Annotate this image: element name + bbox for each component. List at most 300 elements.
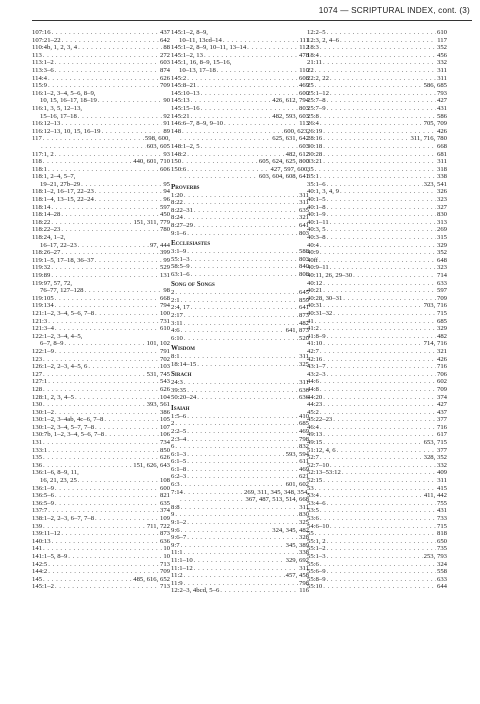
- index-entry: [171, 312, 309, 320]
- dot-leader: [104, 416, 159, 424]
- scripture-reference: 107:16: [32, 29, 51, 36]
- scripture-reference: 12:3, 2, 4–6: [307, 36, 339, 44]
- scripture-reference: 40ff: [307, 256, 319, 264]
- scripture-reference: 19–21, 27b–29: [40, 180, 81, 188]
- dot-leader: [327, 226, 436, 234]
- dot-leader: [180, 496, 244, 504]
- dot-leader: [320, 409, 436, 417]
- dot-leader: [323, 151, 436, 159]
- hymn-numbers: 588: [298, 248, 309, 256]
- scripture-reference: 136:5–6: [32, 492, 54, 500]
- scripture-reference: 9:6: [171, 526, 180, 534]
- scripture-reference: 40:1, 3, 4, 9: [307, 188, 339, 196]
- hymn-numbers: 603: [298, 142, 309, 150]
- scripture-reference: 35: [307, 165, 314, 173]
- dot-leader: [319, 257, 436, 265]
- scripture-reference: 145:13: [171, 97, 190, 105]
- section-heading: Proverbs: [171, 182, 200, 191]
- dot-leader: [78, 44, 162, 52]
- dot-leader: [43, 439, 159, 447]
- scripture-reference: 139: [32, 522, 43, 530]
- dot-leader: [55, 151, 163, 159]
- hymn-numbers: 409: [436, 469, 447, 477]
- scripture-reference: 138:1–2, 2–3, 6–7, 7–8: [32, 515, 95, 522]
- hymn-numbers: 597: [159, 203, 170, 211]
- hymn-numbers: 311: [437, 74, 447, 82]
- index-entry: [32, 173, 170, 181]
- dot-leader: [315, 318, 436, 326]
- index-entry: [32, 264, 170, 272]
- dot-leader: [323, 394, 436, 402]
- dot-leader: [187, 473, 298, 481]
- hymn-numbers: 151, 626, 643: [133, 461, 170, 469]
- dot-leader: [315, 485, 436, 493]
- dot-leader: [217, 67, 298, 75]
- scripture-reference: 41: [307, 317, 314, 325]
- dot-leader: [181, 481, 285, 489]
- hymn-numbers: 602: [436, 378, 447, 386]
- scripture-reference: 40:1–9: [307, 211, 326, 219]
- index-entry: [171, 327, 309, 335]
- dot-leader: [88, 363, 159, 371]
- dot-leader: [95, 310, 159, 318]
- scripture-reference: 55:6: [307, 560, 319, 568]
- hymn-numbers: 600: [298, 89, 309, 97]
- index-entry: [171, 335, 309, 343]
- scripture-reference: 122:1–9: [32, 347, 54, 355]
- hymn-numbers: 645: [298, 289, 309, 297]
- index-entry: [307, 409, 447, 417]
- dot-leader: [61, 249, 159, 257]
- index-entry: [171, 565, 309, 573]
- scripture-reference: 142:5: [32, 560, 48, 568]
- scripture-reference: 139:11–12: [32, 530, 61, 538]
- hymn-numbers: 88: [163, 44, 170, 52]
- scripture-reference: 121:3: [32, 317, 48, 325]
- scripture-reference: 55:8–9: [307, 575, 326, 583]
- hymn-numbers: 415: [436, 484, 447, 492]
- scripture-reference: 2:17: [171, 311, 183, 319]
- dot-leader: [180, 135, 271, 143]
- scripture-reference: 7:14: [171, 488, 183, 496]
- hymn-numbers: 427, 597, 600,: [270, 165, 309, 173]
- scripture-reference: 2: [171, 420, 175, 428]
- dot-leader: [323, 59, 436, 67]
- hymn-numbers: 386: [159, 408, 170, 416]
- dot-leader: [48, 507, 159, 515]
- dot-leader: [191, 97, 272, 105]
- scripture-reference: 118:26–27: [32, 249, 61, 257]
- index-entry: [171, 580, 309, 588]
- dot-leader: [55, 409, 159, 417]
- dot-leader: [48, 318, 159, 326]
- hymn-numbers: 705, 709: [423, 120, 447, 128]
- hymn-numbers: 97, 444: [149, 241, 170, 249]
- dot-leader: [353, 272, 436, 280]
- dot-leader: [48, 378, 159, 386]
- dot-leader: [184, 549, 298, 557]
- hymn-numbers: 709: [436, 385, 447, 393]
- index-entry: [171, 192, 309, 200]
- index-entry: [32, 325, 170, 333]
- dot-leader: [323, 477, 436, 485]
- index-entry: [32, 363, 170, 371]
- hymn-numbers: 411, 442: [423, 492, 447, 500]
- hymn-numbers: 626: [159, 74, 170, 82]
- dot-leader: [320, 348, 436, 356]
- index-entry: [307, 553, 447, 561]
- index-entry: [171, 263, 309, 271]
- scripture-reference: 118:14: [32, 203, 51, 211]
- hymn-numbers: 323, 541: [423, 180, 447, 188]
- index-entry: [171, 75, 309, 83]
- scripture-reference: 144:2: [32, 568, 48, 576]
- index-entry: [171, 248, 309, 256]
- hymn-numbers: 603, 605: [146, 142, 170, 150]
- dot-leader: [55, 492, 159, 500]
- scripture-reference: 145:15–16: [171, 104, 200, 112]
- hymn-numbers: 706: [436, 370, 447, 378]
- hymn-numbers: 374: [159, 507, 170, 515]
- scripture-reference: 145:1–2, 8–9,: [171, 29, 208, 36]
- dot-leader: [327, 500, 436, 508]
- scripture-reference: 8:22: [171, 199, 183, 207]
- hymn-numbers: 635: [159, 499, 170, 507]
- hymn-numbers: 531, 745: [146, 370, 170, 378]
- hymn-numbers: 324, 345, 482: [272, 526, 309, 534]
- index-entry: [32, 469, 170, 477]
- index-entry: [307, 500, 447, 508]
- index-entry-continuation: [32, 97, 170, 105]
- dot-leader: [247, 44, 298, 52]
- scripture-reference: 6–7, 8–9: [40, 340, 64, 348]
- scripture-reference: 9: [171, 511, 175, 519]
- hymn-numbers: 830: [436, 211, 447, 219]
- scripture-reference: 121:3–4: [32, 325, 54, 333]
- scripture-reference: 33:21: [307, 158, 323, 166]
- hymn-numbers: 794: [159, 302, 170, 310]
- dot-leader: [61, 226, 159, 234]
- hymn-numbers: 482: [298, 319, 309, 327]
- scripture-reference: 40:31–32: [307, 309, 333, 317]
- dot-leader: [187, 466, 298, 474]
- dot-leader: [52, 538, 159, 546]
- dot-leader: [327, 363, 436, 371]
- hymn-numbers: 98: [163, 287, 170, 295]
- hymn-numbers: 113: [299, 120, 309, 128]
- scripture-reference: 145:1–2: [32, 583, 54, 591]
- dot-leader: [187, 230, 298, 238]
- hymn-numbers: 131: [159, 272, 170, 279]
- dot-leader: [342, 469, 436, 477]
- dot-leader: [184, 580, 298, 588]
- dot-leader: [340, 188, 436, 196]
- scripture-reference: 26:4: [307, 120, 319, 128]
- dot-leader: [327, 538, 436, 546]
- index-entry-continuation: [32, 287, 170, 295]
- scripture-reference: 118:22–23: [32, 226, 61, 234]
- index-entry: [171, 158, 309, 166]
- scripture-reference: 8:22–31: [171, 206, 193, 214]
- index-entry: [307, 302, 447, 310]
- dot-leader: [184, 192, 298, 200]
- hymn-numbers: 603, 604, 608, 641: [258, 173, 309, 181]
- dot-leader: [51, 272, 159, 280]
- index-entry: [32, 151, 170, 159]
- hymn-numbers: 107: [159, 423, 170, 431]
- dot-leader: [55, 485, 159, 493]
- hymn-numbers: 818: [436, 530, 447, 538]
- dot-leader: [51, 264, 159, 272]
- hymn-numbers: 117: [437, 36, 447, 44]
- scripture-reference: 63:1–6: [171, 270, 190, 278]
- dot-leader: [61, 530, 159, 538]
- hymn-numbers: 377: [436, 416, 447, 424]
- index-entry: [171, 466, 309, 474]
- hymn-numbers: 315: [436, 234, 447, 242]
- scripture-reference: 148:1–2, 5: [171, 142, 200, 150]
- dot-leader: [55, 302, 159, 310]
- hymn-numbers: 311: [299, 503, 309, 511]
- hymn-numbers: 450: [159, 211, 170, 219]
- dot-leader: [320, 120, 423, 128]
- hymn-numbers: 803: [298, 104, 309, 112]
- index-entry: [307, 143, 447, 151]
- hymn-numbers: 715: [436, 309, 447, 317]
- index-entry: [307, 272, 447, 280]
- dot-leader: [78, 113, 163, 121]
- hymn-numbers: 798: [298, 579, 309, 587]
- scripture-reference: 3:1–9: [171, 248, 187, 256]
- index-entry: [171, 120, 309, 128]
- index-entry: [32, 318, 170, 326]
- index-entry: [307, 188, 447, 196]
- index-entry: [32, 204, 170, 212]
- index-entry: [32, 280, 170, 288]
- dot-leader: [327, 97, 436, 105]
- hymn-numbers: 329: [436, 241, 447, 249]
- index-entry: [171, 230, 309, 238]
- dot-leader: [315, 166, 436, 174]
- hymn-numbers: 321: [436, 347, 447, 355]
- hymn-numbers: 713: [159, 583, 170, 591]
- index-entry: [171, 29, 309, 37]
- index-entry: [32, 188, 170, 196]
- index-entry: [171, 214, 309, 222]
- index-entry: [32, 409, 170, 417]
- scripture-reference: 130:7b, 1–2, 3–4, 5–6, 7–8: [32, 431, 105, 439]
- scripture-reference: 40:1–8: [307, 203, 326, 211]
- hymn-numbers: 821: [159, 492, 170, 500]
- scripture-reference: 118:14–28: [32, 211, 61, 219]
- index-entry-continuation: [171, 67, 309, 75]
- index-entry: [171, 166, 309, 174]
- hymn-numbers: 653, 715: [423, 439, 447, 447]
- hymn-numbers: 593, 594: [285, 450, 309, 458]
- index-entry: [32, 416, 170, 424]
- hymn-numbers: 311: [299, 379, 309, 387]
- index-entry: [307, 219, 447, 227]
- dot-leader: [181, 327, 285, 335]
- dot-leader: [68, 553, 162, 561]
- hymn-numbers: 104: [159, 393, 170, 401]
- scripture-reference: 25: [307, 82, 314, 90]
- hymn-numbers: 326: [436, 188, 447, 196]
- index-entry: [307, 318, 447, 326]
- scripture-reference: 41:2: [307, 325, 319, 333]
- dot-leader: [320, 424, 436, 432]
- dot-leader: [197, 361, 298, 369]
- scripture-reference: 119:134: [32, 302, 54, 310]
- hymn-numbers: 685: [298, 420, 309, 428]
- index-entry: [32, 219, 170, 227]
- index-entry: [32, 90, 170, 98]
- dot-leader: [43, 454, 159, 462]
- hymn-numbers: 543: [159, 378, 170, 386]
- hymn-numbers: 112: [299, 44, 309, 52]
- scripture-reference: 10–11, 13cd–14: [179, 36, 222, 44]
- hymn-numbers: 111: [299, 36, 309, 44]
- hymn-numbers: 798: [298, 435, 309, 443]
- hymn-numbers: 716: [436, 423, 447, 431]
- index-entry: [32, 447, 170, 455]
- scripture-reference: 128:1, 2, 3, 4–5: [32, 393, 74, 401]
- hymn-numbers: 606: [159, 165, 170, 173]
- scripture-reference: 42:7: [307, 347, 319, 355]
- scripture-reference: 42:16: [307, 355, 323, 363]
- index-entry: [171, 128, 309, 136]
- index-entry: [307, 485, 447, 493]
- dot-leader: [327, 196, 436, 204]
- dot-leader: [323, 143, 436, 151]
- index-entry: [171, 504, 309, 512]
- hymn-numbers: 709: [159, 82, 170, 90]
- scripture-reference: 145:21: [171, 112, 190, 120]
- scripture-reference: 26:19: [307, 127, 323, 135]
- hymn-numbers: 832: [298, 443, 309, 451]
- scripture-reference: 8:1: [171, 353, 180, 361]
- dot-leader: [184, 379, 298, 387]
- dot-leader: [191, 263, 298, 271]
- dot-leader: [41, 143, 146, 151]
- index-entry: [171, 413, 309, 421]
- running-head: 1074 — SCRIPTURAL INDEX, cont. (3): [318, 6, 470, 15]
- scripture-reference: 16, 21, 23, 25: [40, 477, 77, 485]
- dot-leader: [323, 280, 436, 288]
- index-entry: [32, 211, 170, 219]
- hymn-numbers: 323: [436, 196, 447, 204]
- dot-leader: [315, 82, 423, 90]
- scripture-reference: 40:9–11: [307, 264, 329, 272]
- index-entry: [171, 44, 309, 52]
- dot-leader: [43, 401, 146, 409]
- scripture-reference: 145:2: [171, 74, 187, 82]
- index-entry: [307, 59, 447, 67]
- hymn-numbers: 253, 793: [423, 552, 447, 560]
- dot-leader: [191, 256, 298, 264]
- scripture-reference: 11:1–10: [171, 557, 193, 564]
- dot-leader: [175, 511, 298, 519]
- index-entry: [171, 113, 309, 121]
- hymn-numbers: 367, 487, 513, 514, 668: [245, 496, 309, 504]
- dot-leader: [95, 257, 163, 265]
- dot-leader: [187, 458, 298, 466]
- index-entry: [307, 469, 447, 477]
- hymn-numbers: 626: [159, 385, 170, 393]
- scripture-reference: 148:2: [171, 150, 187, 158]
- index-entry: [171, 289, 309, 297]
- index-entry: [307, 52, 447, 60]
- index-entry: [307, 242, 447, 250]
- index-entry: [307, 120, 447, 128]
- scripture-reference: 118:1: [32, 165, 47, 173]
- hymn-numbers: 603: [159, 59, 170, 67]
- hymn-numbers: 311: [437, 477, 447, 485]
- index-entry: [171, 97, 309, 105]
- index-entry: [32, 431, 170, 439]
- scripture-reference: 118:24, 1–2,: [32, 234, 66, 242]
- scripture-reference: 10, 15, 16–17, 18–19: [40, 97, 97, 105]
- dot-leader: [320, 515, 436, 523]
- header-rule: [32, 20, 472, 21]
- dot-leader: [323, 287, 436, 295]
- hymn-numbers: 641: [298, 222, 309, 230]
- hymn-numbers: 431: [436, 507, 447, 515]
- scripture-reference: 116:1, 3, 5, 12–13,: [32, 104, 83, 112]
- dot-leader: [323, 356, 436, 364]
- hymn-numbers: 586: [436, 112, 447, 120]
- dot-leader: [330, 75, 436, 83]
- hymn-numbers: 90: [163, 97, 170, 105]
- scripture-reference: 113:3–6: [32, 66, 54, 74]
- hymn-numbers: 617: [436, 431, 447, 439]
- index-entry: [171, 379, 309, 387]
- index-entry-continuation: [32, 143, 170, 151]
- scripture-reference: 40:4: [307, 241, 319, 249]
- dot-leader: [187, 428, 298, 436]
- scripture-reference: 40:12: [307, 279, 323, 287]
- index-entry: [307, 333, 447, 341]
- dot-leader: [323, 340, 422, 348]
- index-entry: [307, 583, 447, 591]
- scripture-reference: 16–17, 22–23: [40, 241, 77, 249]
- scripture-reference: 8:27–29: [171, 222, 193, 230]
- scripture-reference: 52:7: [307, 454, 319, 462]
- scripture-reference: 40:1–5: [307, 196, 326, 204]
- index-entry: [307, 325, 447, 333]
- dot-leader: [191, 271, 298, 279]
- hymn-numbers: 731: [159, 317, 170, 325]
- index-entry: [32, 439, 170, 447]
- dot-leader: [320, 173, 436, 181]
- index-entry: [171, 481, 309, 489]
- index-entry: [171, 256, 309, 264]
- index-entry: [307, 477, 447, 485]
- dot-leader: [78, 242, 149, 250]
- scripture-reference: 136: [32, 461, 43, 469]
- index-entry: [307, 37, 447, 45]
- hymn-numbers: 311: [299, 564, 309, 572]
- hymn-numbers: 91: [163, 120, 170, 128]
- hymn-numbers: 714, 716: [423, 340, 447, 348]
- dot-leader: [48, 82, 159, 90]
- scripture-reference: 1:20: [171, 191, 183, 199]
- hymn-numbers: 626: [159, 454, 170, 462]
- hymn-numbers: 600, 623,: [283, 127, 309, 135]
- dot-leader: [43, 386, 159, 394]
- dot-leader: [191, 304, 298, 312]
- dot-leader: [43, 158, 132, 166]
